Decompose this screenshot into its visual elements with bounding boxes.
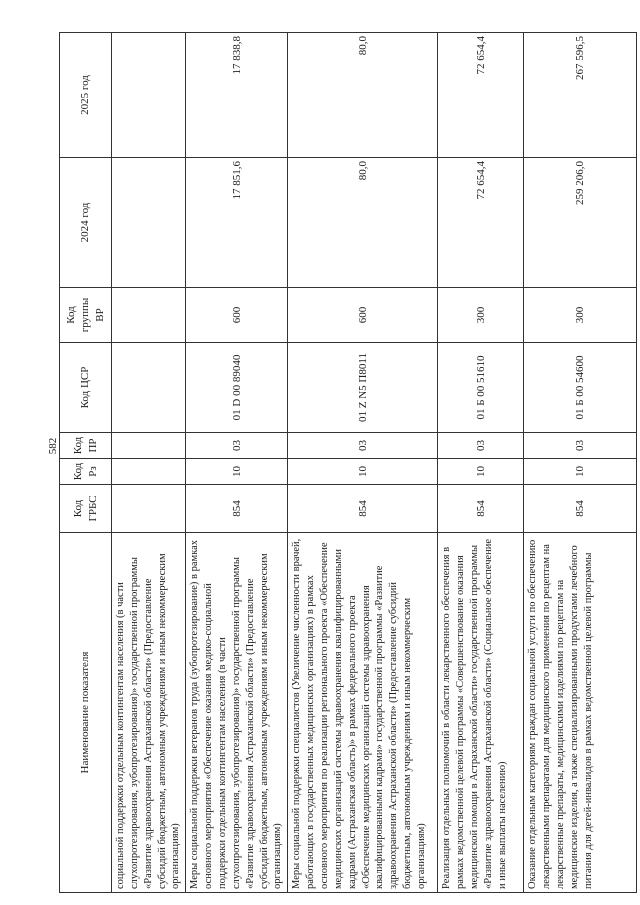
header-2024: 2024 год bbox=[60, 158, 112, 288]
cell-grbs: 854 bbox=[186, 485, 288, 533]
header-rz: Код Рз bbox=[60, 459, 112, 485]
cell-grbs: 854 bbox=[438, 485, 524, 533]
cell-2024: 17 851,6 bbox=[186, 158, 288, 288]
cell-rz bbox=[112, 459, 186, 485]
cell-pr: 03 bbox=[288, 433, 438, 459]
cell-2024: 259 206,0 bbox=[524, 158, 637, 288]
table-row bbox=[288, 33, 438, 893]
cell-csr: 01 D 00 89040 bbox=[186, 343, 288, 433]
table-row bbox=[186, 33, 288, 893]
cell-pr: 03 bbox=[186, 433, 288, 459]
page-number: 582 bbox=[47, 437, 59, 455]
cell-pr: 03 bbox=[438, 433, 524, 459]
cell-rz: 10 bbox=[186, 459, 288, 485]
cell-pr: 03 bbox=[524, 433, 637, 459]
cell-csr: 01 Б 00 51610 bbox=[438, 343, 524, 433]
cell-vr: 600 bbox=[186, 288, 288, 343]
rotated-table-wrapper bbox=[59, 33, 614, 893]
header-vr: Код группы ВР bbox=[60, 288, 112, 343]
table-row bbox=[438, 33, 524, 893]
cell-vr bbox=[112, 288, 186, 343]
cell-rz: 10 bbox=[438, 459, 524, 485]
cell-vr: 600 bbox=[288, 288, 438, 343]
cell-2025: 80,0 bbox=[288, 33, 438, 158]
cell-name: Меры социальной поддержки специалистов (Увеличение численности врачей, работающих в государственных медицинских организациях) в рамках основного мероприятия по реализации регионального проекта «Обеспечение медицинских организаций системы здравоохранения квалифицированными кадрами (Астраханская область)» в рамках федерального проекта «Обеспечение медицинских организаций системы здравоохранения квалифицированными кадрами» государственной программы «Развитие здравоохранения Астраханской области» (Предоставление субсидий бюджетным, автономным учреждениям и иным некоммерческим организациям) bbox=[288, 533, 438, 893]
cell-csr: 01 Б 00 54600 bbox=[524, 343, 637, 433]
cell-2025: 72 654,4 bbox=[438, 33, 524, 158]
cell-vr: 300 bbox=[438, 288, 524, 343]
cell-2024: 72 654,4 bbox=[438, 158, 524, 288]
cell-2024 bbox=[112, 158, 186, 288]
cell-2025: 267 596,5 bbox=[524, 33, 637, 158]
cell-2024: 80,0 bbox=[288, 158, 438, 288]
header-grbs: Код ГРБС bbox=[60, 485, 112, 533]
cell-rz: 10 bbox=[524, 459, 637, 485]
cell-name: социальной поддержки отдельным контингентам населения (в части слухопротезирования, зубопротезирования)» государственной программы «Развитие здравоохранения Астраханской области» (Предоставление субсидий бюджетным, автономным учреждениям и иным некоммерческим организациям) bbox=[112, 533, 186, 893]
header-name: Наименование показателя bbox=[60, 533, 112, 893]
cell-grbs: 854 bbox=[524, 485, 637, 533]
cell-name: Меры социальной поддержки ветеранов труда (зубопротезирование) в рамках основного мероприятия «Обеспечение оказания медико-социальной поддержки отдельным контингентам населения (в части слухопротезирования, зубопротезирования)» государственной программы «Развитие здравоохранения Астраханской области» (Предоставление субсидий бюджетным, автономным учреждениям и иным некоммерческим организациям) bbox=[186, 533, 288, 893]
table-row bbox=[112, 33, 186, 893]
cell-csr bbox=[112, 343, 186, 433]
cell-2025 bbox=[112, 33, 186, 158]
header-pr: Код ПР bbox=[60, 433, 112, 459]
cell-grbs bbox=[112, 485, 186, 533]
cell-grbs: 854 bbox=[288, 485, 438, 533]
header-csr: Код ЦСР bbox=[60, 343, 112, 433]
cell-vr: 300 bbox=[524, 288, 637, 343]
table-row bbox=[524, 33, 637, 893]
cell-rz: 10 bbox=[288, 459, 438, 485]
cell-name: Оказание отдельным категориям граждан социальной услуги по обеспечению лекарственными препаратами для медицинского применения по рецептам на лекарственные препараты, медицинскими изделиями по рецептам на медицинские изделия, а также специализированными продуктами лечебного питания для детей-инвалидов в рамках ведомственной целевой программы bbox=[524, 533, 637, 893]
cell-2025: 17 838,8 bbox=[186, 33, 288, 158]
cell-pr bbox=[112, 433, 186, 459]
cell-name: Реализация отдельных полномочий в области лекарственного обеспечения в рамках ведомственной целевой программы «Совершенствование оказания медицинской помощи в Астраханской области» государственной программы «Развитие здравоохранения Астраханской области» (Социальное обеспечение и иные выплаты населению) bbox=[438, 533, 524, 893]
cell-csr: 01 Z N5 П8011 bbox=[288, 343, 438, 433]
budget-table bbox=[59, 32, 637, 893]
table-header-row bbox=[60, 33, 112, 893]
header-2025: 2025 год bbox=[60, 33, 112, 158]
